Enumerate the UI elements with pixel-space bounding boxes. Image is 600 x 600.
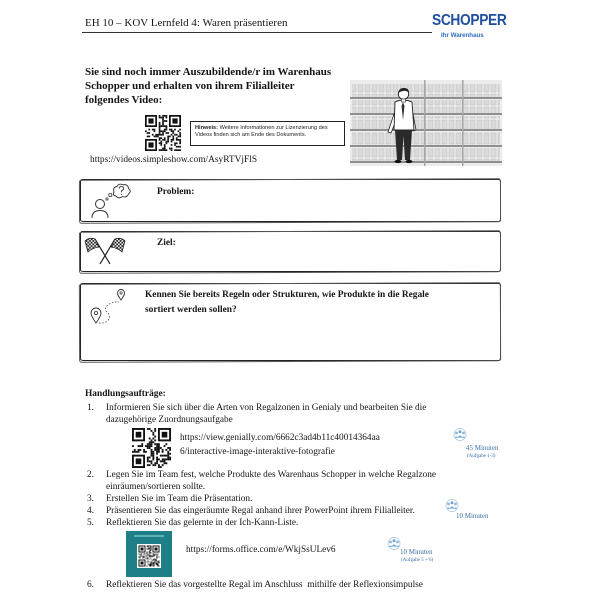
header-rule <box>82 32 432 33</box>
time-scope: (Aufgabe 1-3) <box>467 454 496 459</box>
task-text: Legen Sie im Team fest, welche Produkte des Warenhaus Schopper in welche Regalzone <box>106 470 436 480</box>
qr-code-genially <box>132 428 171 468</box>
checkered-flags-icon <box>84 235 126 265</box>
thinking-person-icon <box>90 182 134 220</box>
task-text: Reflektieren Sie das vorgestellte Regal im Anschluss mithilfe der Reflexionsimpulse <box>106 580 423 590</box>
question-line: sortiert werden sollen? <box>145 305 237 315</box>
time-duration: 45 Minuten <box>466 444 499 452</box>
logo-name: SCHOPPER <box>432 12 507 29</box>
route-pins-icon <box>88 285 130 327</box>
time-scope: (Aufgabe 5 + 6) <box>401 558 434 563</box>
intro-line: Schopper und erhalten von ihrem Filialleiter <box>85 80 295 92</box>
team-icon <box>452 428 468 441</box>
task-number: 2. <box>87 470 94 480</box>
goal-box <box>80 231 501 272</box>
goal-label: Ziel: <box>157 238 176 248</box>
task-number: 1. <box>87 403 94 413</box>
forms-link[interactable]: https://forms.office.com/e/WkjSsULev6 <box>186 545 336 555</box>
schopper-logo <box>432 12 507 44</box>
task-text: Informieren Sie sich über die Arten von Regalzonen in Genialy und bearbeiten Sie die <box>106 403 427 413</box>
task-text: Präsentieren Sie das eingeräumte Regal anhand ihrer PowerPoint ihrem Filialleiter. <box>106 506 415 516</box>
task-text: Erstellen Sie im Team die Präsentation. <box>106 494 253 504</box>
task-number: 4. <box>87 506 94 516</box>
document-title: EH 10 – KOV Lernfeld 4: Waren präsentieren <box>85 17 288 29</box>
question-line: Kennen Sie bereits Regeln oder Strukturen, wie Produkte in die Regale <box>145 290 429 300</box>
genially-link[interactable]: 6/interactive-image-interaktive-fotografie <box>180 447 335 457</box>
task-text: Reflektieren Sie das gelernte in der Ich-Kann-Liste. <box>106 518 299 528</box>
task-number: 6. <box>87 580 94 590</box>
problem-label: Problem: <box>157 187 195 197</box>
problem-box <box>80 179 501 222</box>
logo-tagline: Ihr Warenhaus <box>441 32 484 39</box>
time-duration: 10 Minuten <box>400 548 433 556</box>
task-text: einräumen/sortieren sollte. <box>106 482 206 492</box>
qr-code-video <box>145 115 181 151</box>
task-number: 5. <box>87 518 94 528</box>
video-link[interactable]: https://videos.simpleshow.com/AsyRTVjFlS <box>90 155 258 165</box>
intro-line: folgendes Video: <box>85 94 163 106</box>
task-text: dazugehörige Zuordnungsaufgabe <box>106 415 233 425</box>
team-icon <box>444 499 460 512</box>
store-manager-illustration <box>350 80 502 166</box>
intro-line: Sie sind noch immer Auszubildende/r im Warenhaus <box>85 66 332 78</box>
license-hint-box <box>190 121 345 146</box>
hint-label: Hinweis: <box>195 125 219 131</box>
ich-kann-liste-qr-tile <box>126 531 172 577</box>
hint-text: Weitere Informationen zur Lizenzierung des Videos finden sich am Ende des Dokuments. <box>195 125 328 139</box>
task-number: 3. <box>87 494 94 504</box>
time-duration: 10 Minuten <box>456 512 489 520</box>
genially-link[interactable]: https://view.genially.com/6662c3ad4b11c40014364aa <box>180 433 380 443</box>
tasks-heading: Handlungsaufträge: <box>85 389 166 399</box>
